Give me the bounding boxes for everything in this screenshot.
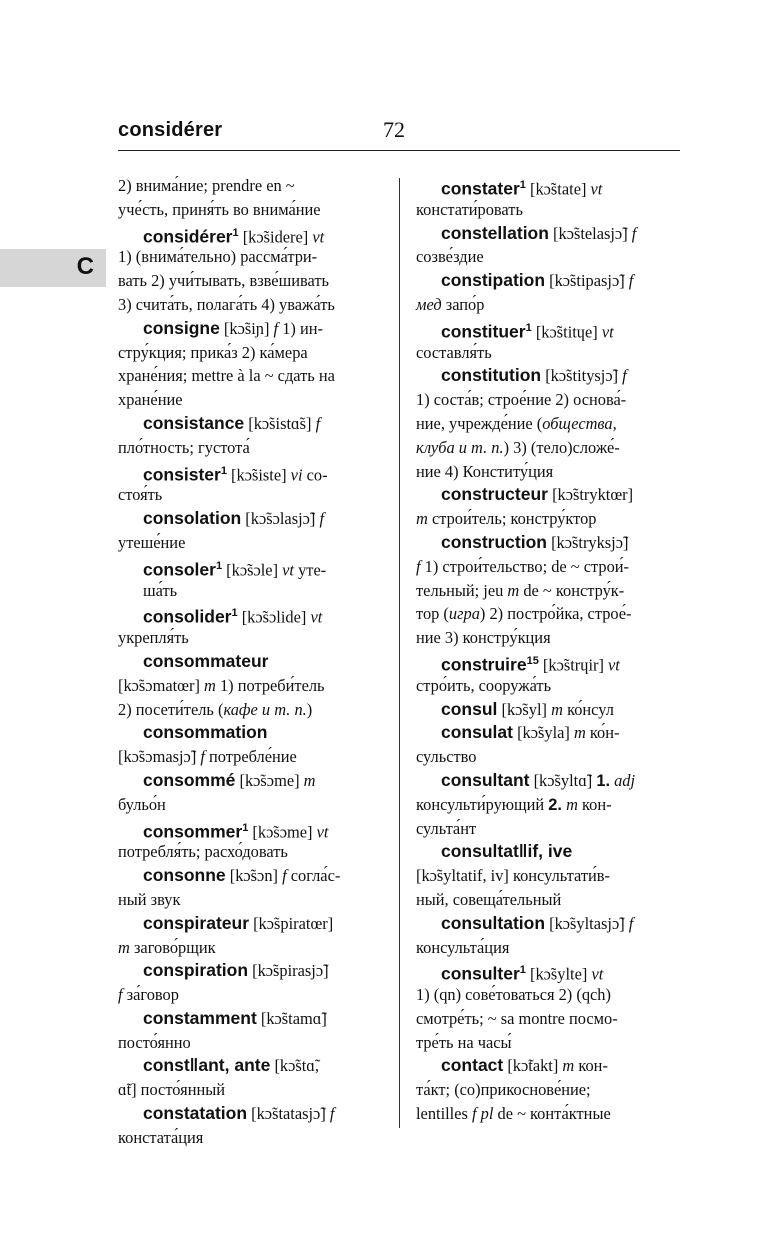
headword: contact bbox=[441, 1055, 504, 1076]
text-line bbox=[416, 198, 682, 222]
entry-text: потребля́ть; расхо́довать bbox=[118, 842, 288, 862]
entry-text: стру́кция; прика́з 2) ка́мера bbox=[118, 342, 308, 362]
entry-text: сульство bbox=[416, 747, 477, 767]
homograph-number: 1 bbox=[232, 226, 239, 239]
entry-text: консульта́ция bbox=[416, 937, 510, 957]
homograph-number: 1 bbox=[242, 821, 249, 834]
entry-text: [kɔ̃sɔmasjɔ̃] bbox=[118, 747, 201, 767]
entry-text: бульо́н bbox=[118, 794, 166, 814]
headword: constitution bbox=[441, 365, 542, 386]
grammar-label: m bbox=[551, 699, 563, 719]
homograph-number: 1 bbox=[215, 559, 223, 572]
entry-text: хране́ние bbox=[118, 390, 183, 410]
text-line bbox=[416, 269, 682, 293]
entry-text: ный, совеща́тельный bbox=[416, 889, 562, 909]
grammar-label: f bbox=[622, 366, 627, 386]
grammar-label: m bbox=[204, 675, 216, 695]
grammar-label: vt bbox=[310, 607, 323, 627]
entry-text: тор ( bbox=[416, 604, 449, 624]
text-line bbox=[118, 317, 386, 341]
text-line bbox=[118, 364, 386, 388]
entry-text: 1) (qn) сове́товаться 2) (qch) bbox=[416, 985, 611, 1005]
text-line bbox=[118, 174, 386, 198]
text-line bbox=[118, 198, 386, 222]
headword: consommer bbox=[143, 820, 243, 841]
entry-text: de ~ конта́ктные bbox=[493, 1104, 611, 1124]
entry-text: ша́ть bbox=[143, 580, 178, 600]
text-line bbox=[118, 222, 386, 246]
grammar-label: f bbox=[631, 223, 637, 243]
entry-text: уче́сть, приня́ть во внима́ние bbox=[118, 199, 321, 219]
grammar-label: m bbox=[566, 794, 578, 814]
entry-text: [kɔ̃spirasjɔ̃] bbox=[248, 961, 329, 981]
entry-text: констати́ровать bbox=[416, 199, 523, 219]
grammar-label: adj bbox=[614, 770, 636, 790]
entry-text: пло́тность; густота́ bbox=[118, 437, 250, 457]
headword: consolation bbox=[143, 508, 242, 529]
headword: constamment bbox=[143, 1007, 257, 1028]
entry-text: смотре́ть; ~ sa montre посмо- bbox=[416, 1008, 618, 1028]
headword: constater bbox=[441, 178, 520, 199]
grammar-label: m bbox=[507, 580, 520, 600]
entry-text: ) 3) (тело)сложе́- bbox=[503, 437, 620, 457]
headword: consistance bbox=[143, 412, 245, 433]
sense-number: 2. bbox=[548, 795, 562, 814]
text-line bbox=[416, 793, 682, 817]
text-line bbox=[118, 912, 386, 936]
text-line bbox=[416, 1031, 682, 1055]
text-line bbox=[416, 698, 682, 722]
page-number: 72 bbox=[383, 117, 405, 142]
text-line bbox=[416, 388, 682, 412]
grammar-label: общества, bbox=[542, 413, 617, 433]
text-line bbox=[416, 912, 682, 936]
entry-text: 1) ин- bbox=[278, 318, 323, 338]
grammar-label: f bbox=[628, 913, 634, 933]
entry-text: [kɔ̃siste] bbox=[226, 465, 291, 485]
text-line bbox=[118, 793, 386, 817]
homograph-number: 1 bbox=[231, 607, 238, 620]
entry-text: хране́ния; mettre à la ~ сдать на bbox=[118, 366, 335, 386]
text-line bbox=[416, 864, 682, 888]
headword: consommateur bbox=[143, 650, 269, 671]
entry-text: [kɔ̃syltasjɔ̃] bbox=[545, 913, 629, 933]
entry-text: [kɔ̃takt] bbox=[503, 1056, 563, 1076]
text-line bbox=[118, 959, 386, 983]
text-line bbox=[118, 650, 386, 674]
entry-text: утеше́ние bbox=[118, 532, 186, 552]
entry-text: ɑ̃t] посто́янный bbox=[118, 1080, 226, 1100]
text-line bbox=[416, 293, 682, 317]
entry-text: та́кт; (со)прикоснове́ние; bbox=[416, 1080, 591, 1100]
text-line bbox=[416, 769, 682, 793]
text-line bbox=[416, 579, 682, 603]
text-line bbox=[118, 293, 386, 317]
text-line bbox=[118, 817, 386, 841]
text-line bbox=[118, 460, 386, 484]
entry-text: сульта́нт bbox=[416, 818, 477, 838]
entry-text: [kɔ̃strɥir] bbox=[538, 655, 609, 675]
text-line bbox=[416, 460, 682, 484]
text-line bbox=[118, 769, 386, 793]
text-line bbox=[416, 626, 682, 650]
text-line bbox=[416, 1102, 682, 1126]
text-line bbox=[416, 674, 682, 698]
entry-text: 1) соста́в; строе́ние 2) основа́- bbox=[416, 390, 627, 410]
homograph-number: 1 bbox=[519, 179, 526, 191]
entry-text: стоя́ть bbox=[118, 485, 163, 505]
headword: consoler bbox=[143, 559, 216, 580]
text-line bbox=[416, 745, 682, 769]
text-line bbox=[118, 436, 386, 460]
text-line bbox=[118, 412, 386, 436]
text-line bbox=[416, 483, 682, 507]
headword: consonne bbox=[143, 865, 226, 886]
entry-text: потребле́ние bbox=[204, 747, 297, 767]
entry-text: строи́тель; констру́ктор bbox=[427, 509, 597, 529]
text-line bbox=[118, 1102, 386, 1126]
text-line bbox=[416, 983, 682, 1007]
entry-text: созве́здие bbox=[416, 247, 484, 267]
text-line bbox=[118, 698, 386, 722]
entry-text: кон- bbox=[574, 1056, 608, 1076]
text-line bbox=[416, 245, 682, 269]
entry-text: за́говор bbox=[122, 985, 179, 1005]
grammar-label: m bbox=[573, 723, 586, 743]
grammar-label: клуба и т. п. bbox=[416, 437, 504, 457]
left-column bbox=[118, 174, 386, 1150]
text-line bbox=[118, 864, 386, 888]
text-line bbox=[118, 626, 386, 650]
grammar-label: vi bbox=[290, 465, 303, 485]
right-column bbox=[416, 174, 682, 1126]
text-line bbox=[118, 983, 386, 1007]
header-rule bbox=[118, 150, 680, 151]
text-line bbox=[416, 364, 682, 388]
headword: conspiration bbox=[143, 960, 249, 981]
entry-text: [kɔ̃sɔmatœr] bbox=[118, 675, 205, 695]
headword: conspirateur bbox=[143, 912, 249, 933]
grammar-label: f bbox=[628, 271, 634, 291]
entry-text: ) bbox=[306, 699, 313, 719]
entry-text: [kɔ̃syltatif, iv] консультати́в- bbox=[416, 866, 610, 886]
entry-text: вать 2) учи́тывать, взве́шивать bbox=[118, 271, 329, 291]
running-head: considérer bbox=[118, 119, 223, 141]
text-line bbox=[118, 555, 386, 579]
headword: constructeur bbox=[441, 484, 548, 505]
entry-text: [kɔ̃syltɑ̃] bbox=[529, 770, 597, 790]
grammar-label: m bbox=[303, 770, 316, 790]
text-line bbox=[118, 245, 386, 269]
entry-text: [kɔ̃siɲ] bbox=[219, 318, 274, 338]
headword: constituer bbox=[441, 321, 526, 342]
text-line bbox=[416, 817, 682, 841]
entry-text: 1) потреби́тель bbox=[215, 675, 325, 695]
grammar-label: f bbox=[315, 413, 321, 433]
text-line bbox=[416, 936, 682, 960]
entry-text: [kɔ̃sistɑ̃s] bbox=[244, 413, 316, 433]
entry-text: [kɔ̃sylte] bbox=[525, 964, 592, 984]
entry-text: запо́р bbox=[441, 294, 485, 314]
text-line bbox=[416, 1078, 682, 1102]
headword: consulter bbox=[441, 963, 520, 984]
headword: consultant bbox=[441, 769, 530, 790]
text-line bbox=[416, 507, 682, 531]
entry-text: [kɔ̃state] bbox=[525, 179, 591, 199]
entry-text: [kɔ̃stryksjɔ̃] bbox=[546, 532, 629, 552]
grammar-label: vt bbox=[591, 964, 604, 984]
headword: consigne bbox=[143, 317, 220, 338]
entry-text: ко́н- bbox=[585, 723, 620, 743]
headword: consulat bbox=[441, 722, 513, 743]
text-line bbox=[416, 959, 682, 983]
entry-text: консульти́рующий bbox=[416, 794, 549, 814]
entry-text: [kɔ̃stitysjɔ̃] bbox=[541, 366, 623, 386]
entry-text: констата́ция bbox=[118, 1127, 204, 1147]
grammar-label: m bbox=[118, 937, 130, 957]
text-line bbox=[416, 721, 682, 745]
text-line bbox=[416, 555, 682, 579]
text-line bbox=[118, 1054, 386, 1078]
entry-text: составля́ть bbox=[416, 342, 492, 362]
entry-text: de ~ констру́к- bbox=[519, 580, 625, 600]
column-divider bbox=[399, 178, 400, 1128]
text-line bbox=[118, 602, 386, 626]
grammar-label: кафе и т. п. bbox=[223, 699, 307, 719]
text-line bbox=[416, 1007, 682, 1031]
text-line bbox=[118, 840, 386, 864]
headword: consister bbox=[143, 464, 221, 485]
text-line bbox=[118, 674, 386, 698]
grammar-label: f bbox=[416, 556, 421, 576]
entry-text: [kɔ̃sɔme] bbox=[235, 770, 304, 790]
sense-number: 1. bbox=[596, 771, 610, 790]
text-line bbox=[416, 317, 682, 341]
entry-text: уте- bbox=[294, 560, 327, 580]
headword: consommation bbox=[143, 722, 268, 743]
text-line bbox=[118, 388, 386, 412]
headword: construire bbox=[441, 654, 527, 675]
headword: construction bbox=[441, 531, 547, 552]
text-line bbox=[118, 936, 386, 960]
text-line bbox=[416, 222, 682, 246]
entry-text: [kɔ̃stelasjɔ̃] bbox=[548, 223, 632, 243]
grammar-label: vt bbox=[608, 655, 620, 675]
entry-text: посто́янно bbox=[118, 1032, 191, 1052]
text-line bbox=[416, 840, 682, 864]
text-line bbox=[118, 745, 386, 769]
letter-tab bbox=[0, 249, 106, 287]
text-line bbox=[118, 888, 386, 912]
text-line bbox=[416, 436, 682, 460]
text-line bbox=[118, 1007, 386, 1031]
text-line bbox=[118, 1126, 386, 1150]
homograph-number: 1 bbox=[220, 464, 227, 477]
headword: consultat‖if, ive bbox=[441, 841, 573, 862]
entry-text: [kɔ̃spiratœr] bbox=[249, 913, 334, 933]
entry-text: [kɔ̃stryktœr] bbox=[547, 485, 634, 505]
text-line bbox=[416, 531, 682, 555]
text-line bbox=[416, 341, 682, 365]
grammar-label: f bbox=[282, 866, 287, 886]
entry-text: [kɔ̃stɑ̃, bbox=[270, 1056, 319, 1076]
entry-text: [kɔ̃sɔle] bbox=[222, 560, 283, 580]
headword: consultation bbox=[441, 912, 546, 933]
text-line bbox=[118, 531, 386, 555]
grammar-label: m bbox=[562, 1056, 575, 1076]
entry-text: 2) внима́ние; prendre en ~ bbox=[118, 176, 295, 195]
grammar-label: f bbox=[118, 985, 123, 1005]
entry-text: [kɔ̃syla] bbox=[512, 723, 574, 743]
entry-text: ние, учрежде́ние ( bbox=[416, 413, 543, 433]
homograph-number: 15 bbox=[526, 654, 539, 667]
homograph-number: 1 bbox=[525, 321, 532, 334]
text-line bbox=[118, 579, 386, 603]
text-line bbox=[416, 650, 682, 674]
entry-text: [kɔ̃stipasjɔ̃] bbox=[545, 271, 629, 291]
text-line bbox=[416, 1054, 682, 1078]
grammar-label: vt bbox=[282, 560, 294, 580]
letter-tab-label: C bbox=[76, 253, 94, 280]
headword: constatation bbox=[143, 1103, 248, 1124]
entry-text: [kɔ̃sidere] bbox=[238, 227, 313, 247]
text-line bbox=[118, 483, 386, 507]
entry-text: ) 2) постро́йка, строе́- bbox=[479, 604, 632, 624]
headword: consolider bbox=[143, 606, 232, 627]
text-line bbox=[118, 1031, 386, 1055]
entry-text: [kɔ̃syl] bbox=[497, 699, 552, 719]
entry-text: ние 3) констру́кция bbox=[416, 628, 551, 648]
entry-text: [kɔ̃statasjɔ̃] bbox=[247, 1104, 330, 1124]
text-line bbox=[416, 412, 682, 436]
headword: constipation bbox=[441, 270, 546, 291]
grammar-label: vt bbox=[590, 179, 603, 199]
entry-text: [kɔ̃sɔme] bbox=[248, 821, 317, 841]
text-line bbox=[416, 602, 682, 626]
entry-text: укрепля́ть bbox=[118, 628, 189, 648]
text-line bbox=[118, 721, 386, 745]
entry-text: 2) посети́тель ( bbox=[118, 699, 224, 719]
text-line bbox=[416, 888, 682, 912]
grammar-label: f bbox=[329, 1104, 335, 1124]
grammar-label: f pl bbox=[472, 1104, 494, 1124]
text-line bbox=[416, 174, 682, 198]
grammar-label: vt bbox=[316, 821, 329, 841]
entry-text: [kɔ̃stitɥe] bbox=[531, 322, 602, 342]
text-line bbox=[118, 507, 386, 531]
entry-text: [kɔ̃sɔlide] bbox=[237, 607, 311, 627]
entry-text: согла́с- bbox=[286, 866, 341, 886]
entry-text: тре́ть на часы́ bbox=[416, 1032, 512, 1052]
entry-text: кон- bbox=[577, 794, 612, 814]
headword: consommé bbox=[143, 769, 236, 790]
headword: constellation bbox=[441, 222, 549, 243]
grammar-label: vt bbox=[601, 322, 614, 342]
entry-text: [kɔ̃stamɑ̃] bbox=[256, 1008, 327, 1028]
entry-text: тельный; jeu bbox=[416, 580, 508, 600]
entry-text: со- bbox=[302, 465, 328, 485]
grammar-label: игра bbox=[448, 604, 480, 624]
entry-text: [kɔ̃sɔn] bbox=[225, 866, 283, 886]
text-line bbox=[118, 341, 386, 365]
entry-text: 3) счита́ть, полага́ть 4) уважа́ть bbox=[118, 294, 335, 314]
entry-text: ный звук bbox=[118, 889, 181, 909]
entry-text: [kɔ̃sɔlasjɔ̃] bbox=[241, 509, 320, 529]
entry-text: 1) (внима́тельно) рассма́три- bbox=[118, 247, 318, 267]
headword: consul bbox=[441, 698, 498, 719]
entry-text: ко́нсул bbox=[562, 699, 614, 719]
entry-text: ние 4) Конститу́ция bbox=[416, 461, 554, 481]
entry-text: загово́рщик bbox=[129, 937, 216, 957]
grammar-label: vt bbox=[312, 227, 325, 247]
grammar-label: f bbox=[200, 747, 205, 767]
entry-text: lentilles bbox=[416, 1104, 472, 1124]
entry-text: 1) строи́тельство; de ~ строи́- bbox=[420, 556, 630, 576]
grammar-label: f bbox=[273, 318, 279, 338]
entry-text: стро́ить, сооружа́ть bbox=[416, 675, 552, 695]
text-line bbox=[118, 1078, 386, 1102]
headword: considérer bbox=[143, 226, 233, 247]
text-line bbox=[118, 269, 386, 293]
headword: const‖ant, ante bbox=[143, 1055, 271, 1076]
grammar-label: f bbox=[319, 509, 325, 529]
grammar-label: мед bbox=[416, 294, 442, 314]
homograph-number: 1 bbox=[519, 964, 526, 977]
grammar-label: m bbox=[416, 509, 428, 529]
